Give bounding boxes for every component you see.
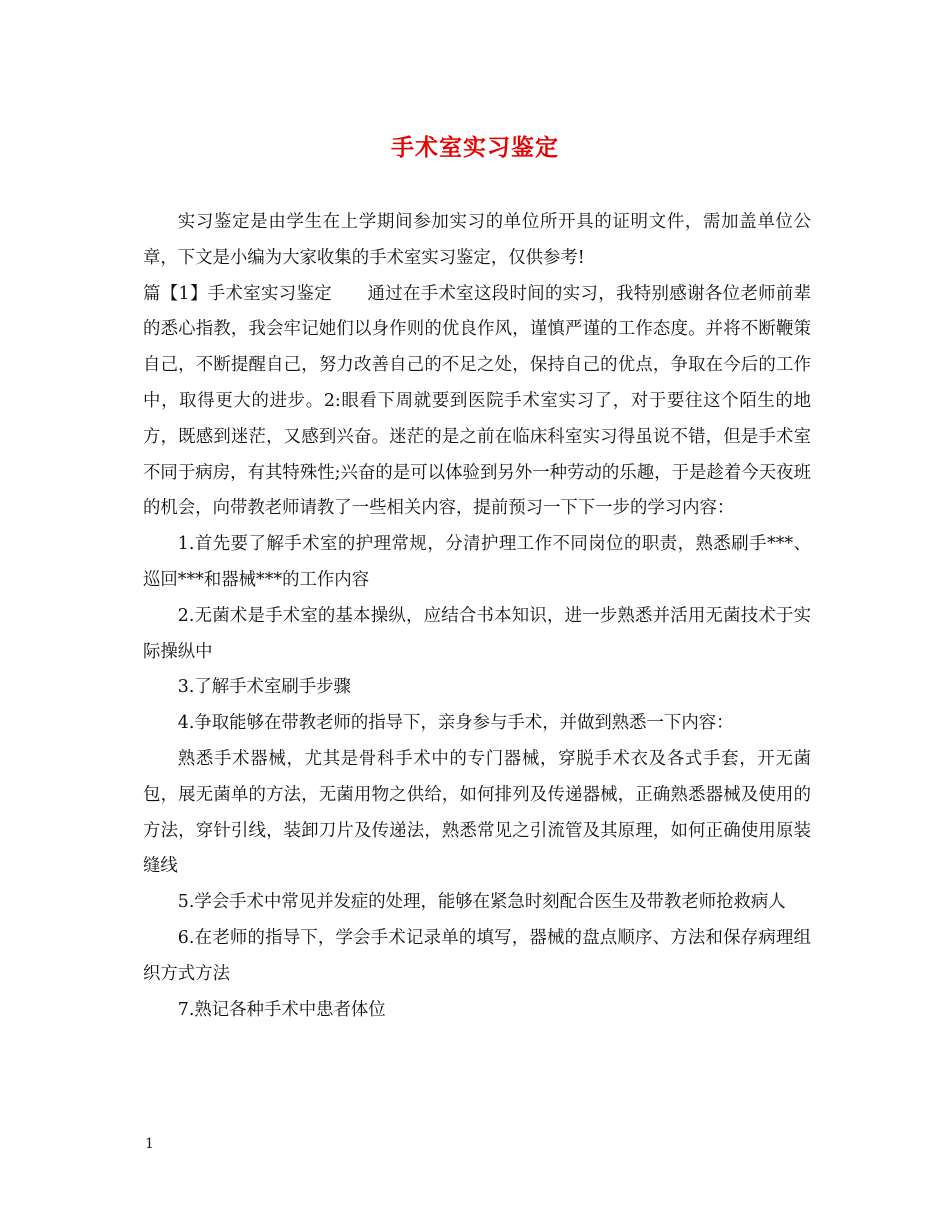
list-item-4-detail: 熟悉手术器械，尤其是骨科手术中的专门器械，穿脱手术衣及各式手套，开无菌包，展无菌单的方法，无菌用物之供给，如何排列及传递器械，正确熟悉器械及使用的方法，穿针引线，装卸刀片及传递法，熟悉常见之引流管及其原理，如何正确使用原装缝线 — [143, 748, 811, 877]
list-item-4: 4.争取能够在带教老师的指导下，亲身参与手术，并做到熟悉一下内容： — [177, 713, 734, 734]
list-item-3: 3.了解手术室刷手步骤 — [177, 677, 351, 698]
list-item-6: 6.在老师的指导下，学会手术记录单的填写，器械的盘点顺序、方法和保存病理组织方式方法 — [143, 927, 811, 984]
document-body — [143, 205, 811, 1028]
list-item-7: 7.熟记各种手术中患者体位 — [177, 999, 386, 1020]
page-number: 1 — [145, 1136, 154, 1152]
paragraph-intro: 实习鉴定是由学生在上学期间参加实习的单位所开具的证明文件，需加盖单位公章，下文是小编为大家收集的手术室实习鉴定，仅供参考! — [143, 212, 811, 268]
list-item-1: 1.首先要了解手术室的护理常规，分清护理工作不同岗位的职责，熟悉刷手***、巡回***和器械***的工作内容 — [143, 534, 811, 590]
paragraph-section-1: 篇【1】手术室实习鉴定 通过在手术室这段时间的实习，我特别感谢各位老师前辈的悉心指教，我会牢记她们以身作则的优良作风，谨慎严谨的工作态度。并将不断鞭策自己，不断提醒自己，努力改善自己的不足之处，保持自己的优点，争取在今后的工作中，取得更大的进步。2:眼看下周就要到医院手术室实习了，对于要往这个陌生的地方，既感到迷茫，又感到兴奋。迷茫的是之前在临床科室实习得虽说不错，但是手术室不同于病房，有其特殊性;兴奋的是可以体验到另外一种劳动的乐趣，于是趁着今天夜班的机会，向带教老师请教了一些相关内容，提前预习一下下一步的学习内容： — [143, 283, 811, 519]
list-item-5: 5.学会手术中常见并发症的处理，能够在紧急时刻配合医生及带教老师抢救病人 — [177, 892, 786, 913]
document-title: 手术室实习鉴定 — [391, 134, 559, 161]
list-item-2: 2.无菌术是手术室的基本操纵，应结合书本知识，进一步熟悉并活用无菌技术于实际操纵中 — [143, 605, 811, 662]
